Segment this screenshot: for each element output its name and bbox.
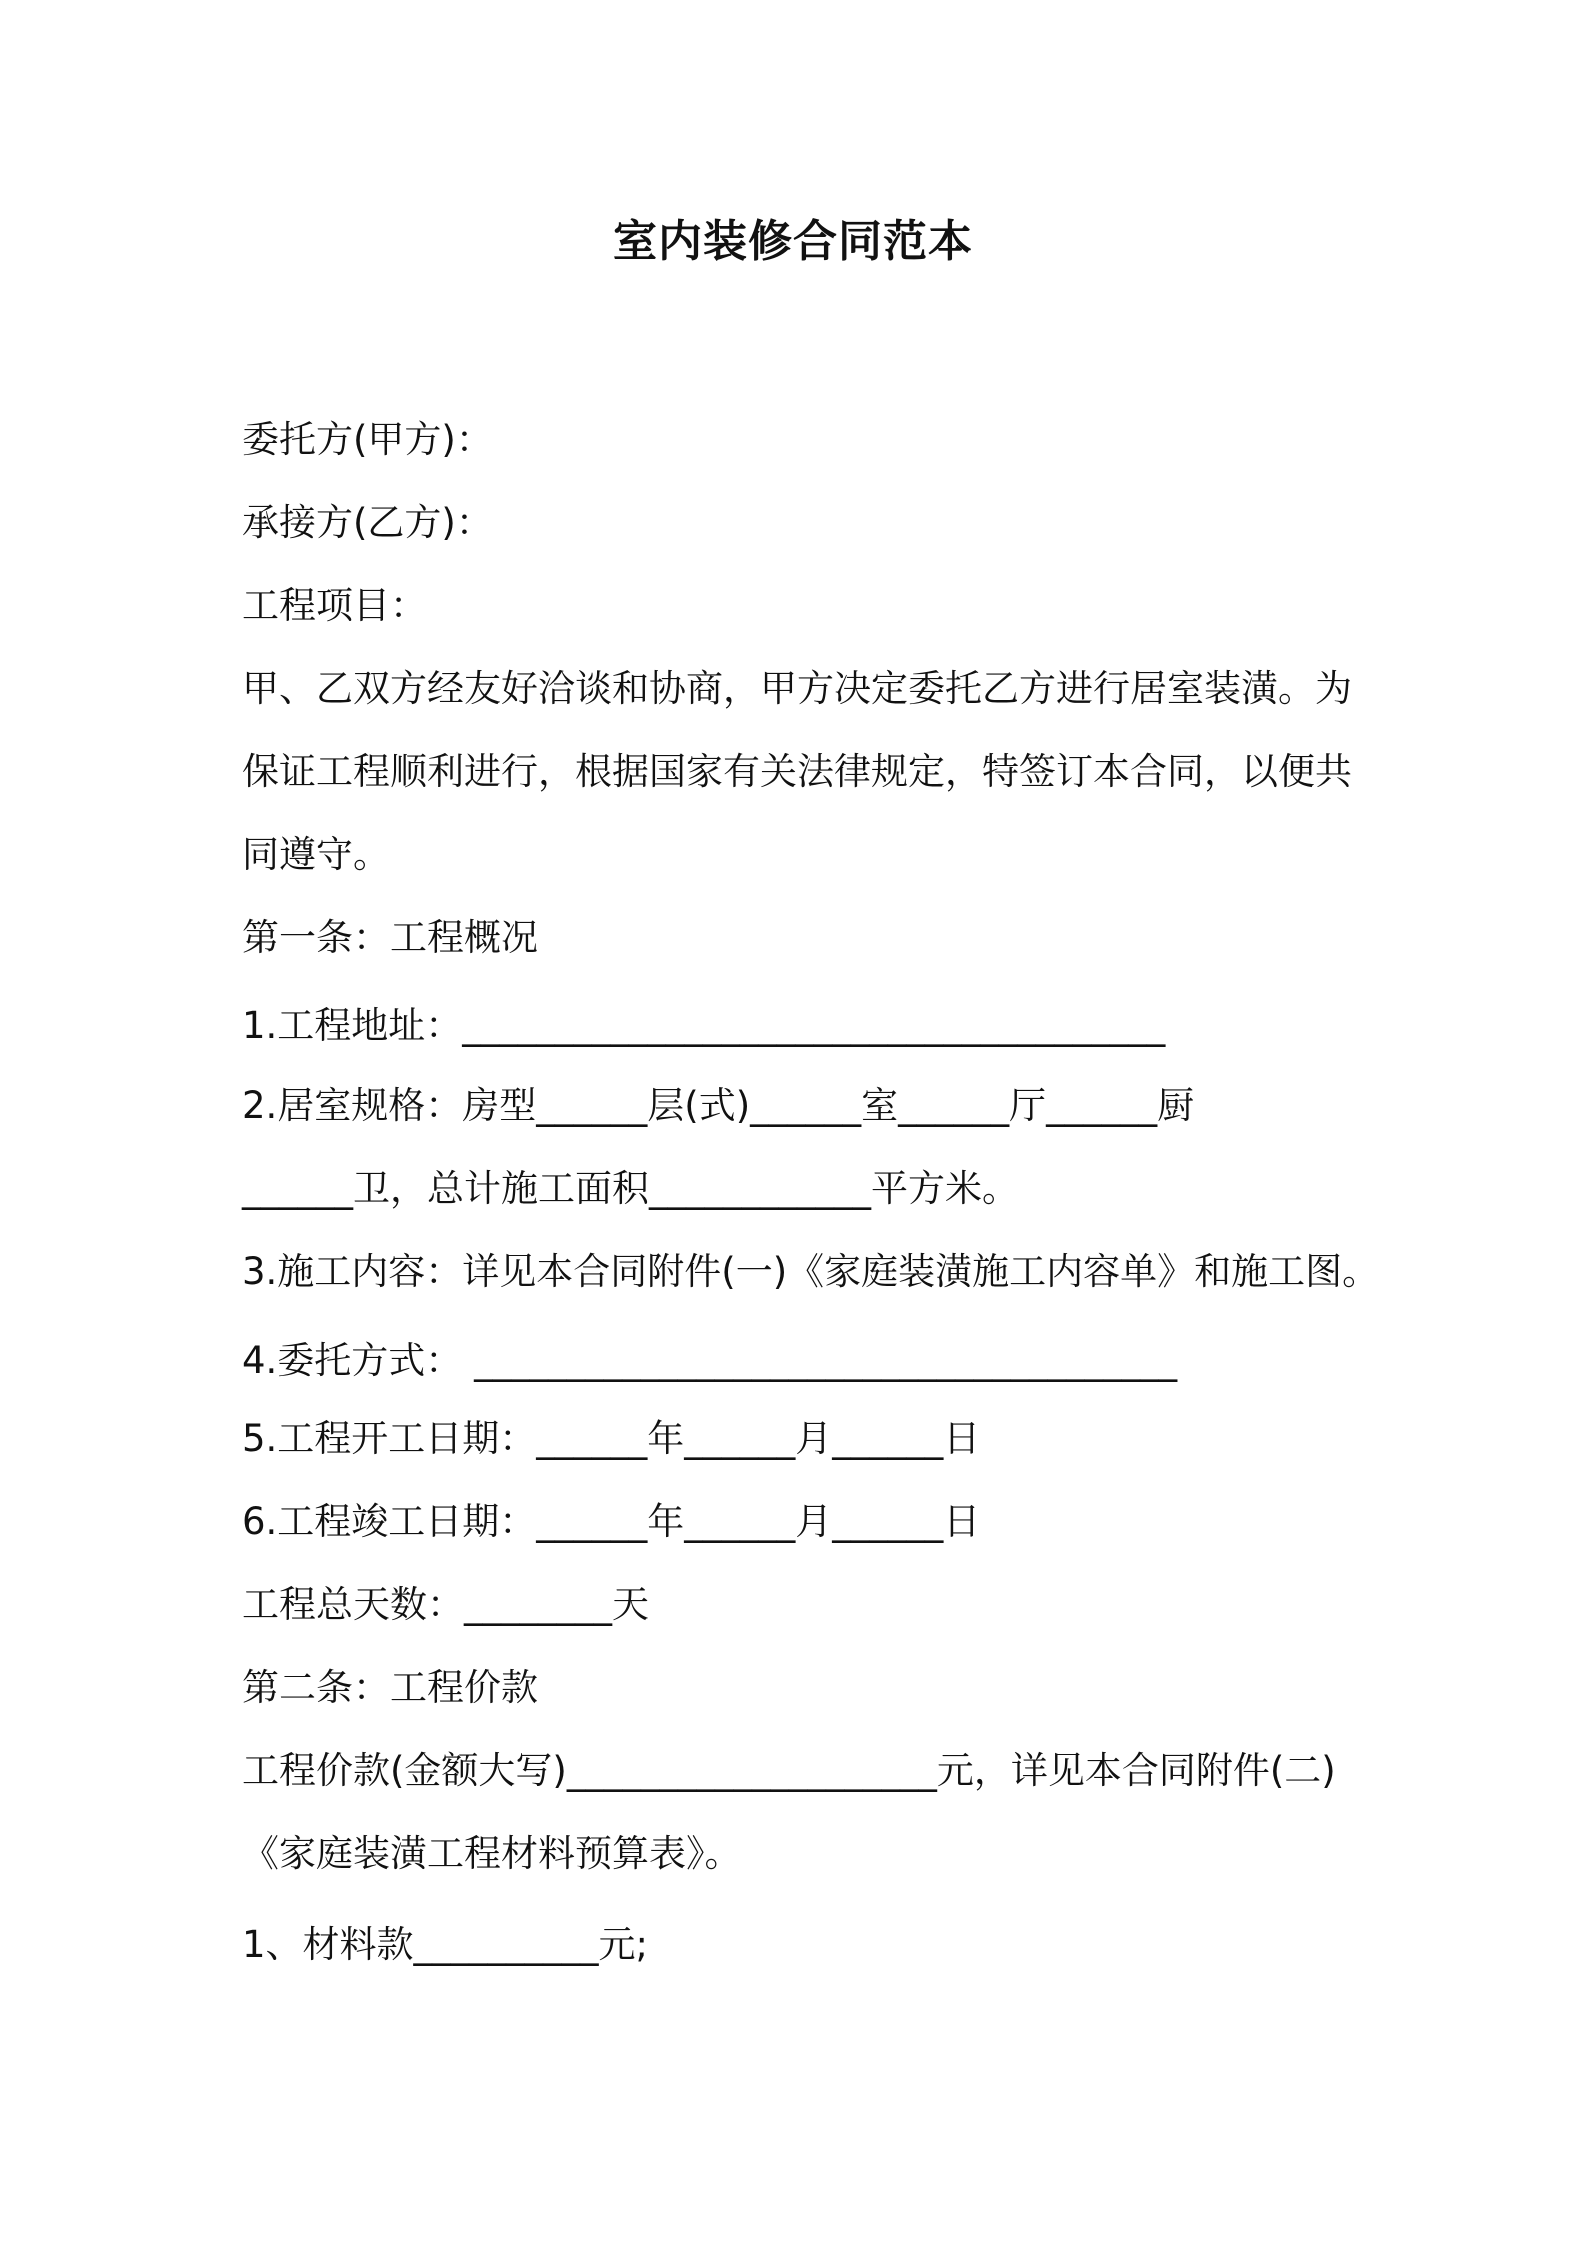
intro-paragraph-line-1: 甲、乙双方经友好洽谈和协商，甲方决定委托乙方进行居室装潢。为 bbox=[242, 667, 1352, 710]
construction-content-line: 3.施工内容：详见本合同附件(一)《家庭装潢施工内容单》和施工图。 bbox=[242, 1250, 1380, 1293]
project-line: 工程项目： bbox=[242, 584, 427, 627]
article-two-heading: 第二条：工程价款 bbox=[242, 1666, 538, 1709]
intro-paragraph-line-3: 同遵守。 bbox=[242, 833, 390, 876]
article-one-heading: 第一条：工程概况 bbox=[242, 916, 538, 959]
start-date-line: 5.工程开工日期：______年______月______日 bbox=[242, 1417, 981, 1460]
price-line-1: 工程价款(金额大写)____________________元，详见本合同附件(二) bbox=[242, 1749, 1336, 1792]
completion-date-line: 6.工程竣工日期：______年______月______日 bbox=[242, 1500, 981, 1543]
address-line: 1.工程地址：______________________________________ bbox=[242, 1004, 1166, 1047]
party-a-line: 委托方(甲方)： bbox=[242, 418, 493, 461]
price-line-2: 《家庭装潢工程材料预算表》。 bbox=[242, 1832, 742, 1875]
intro-paragraph-line-2: 保证工程顺利进行，根据国家有关法律规定，特签订本合同，以便共 bbox=[242, 750, 1352, 793]
material-cost-line: 1、材料款__________元; bbox=[242, 1923, 649, 1966]
total-days-line: 工程总天数：________天 bbox=[242, 1583, 649, 1626]
room-spec-line-2: ______卫，总计施工面积____________平方米。 bbox=[242, 1167, 1019, 1210]
party-b-line: 承接方(乙方)： bbox=[242, 501, 493, 544]
room-spec-line-1: 2.居室规格：房型______层(式)______室______厅______厨 bbox=[242, 1084, 1195, 1127]
document-title: 室内装修合同范本 bbox=[613, 216, 973, 267]
commission-method-line: 4.委托方式： ______________________________________ bbox=[242, 1339, 1178, 1382]
